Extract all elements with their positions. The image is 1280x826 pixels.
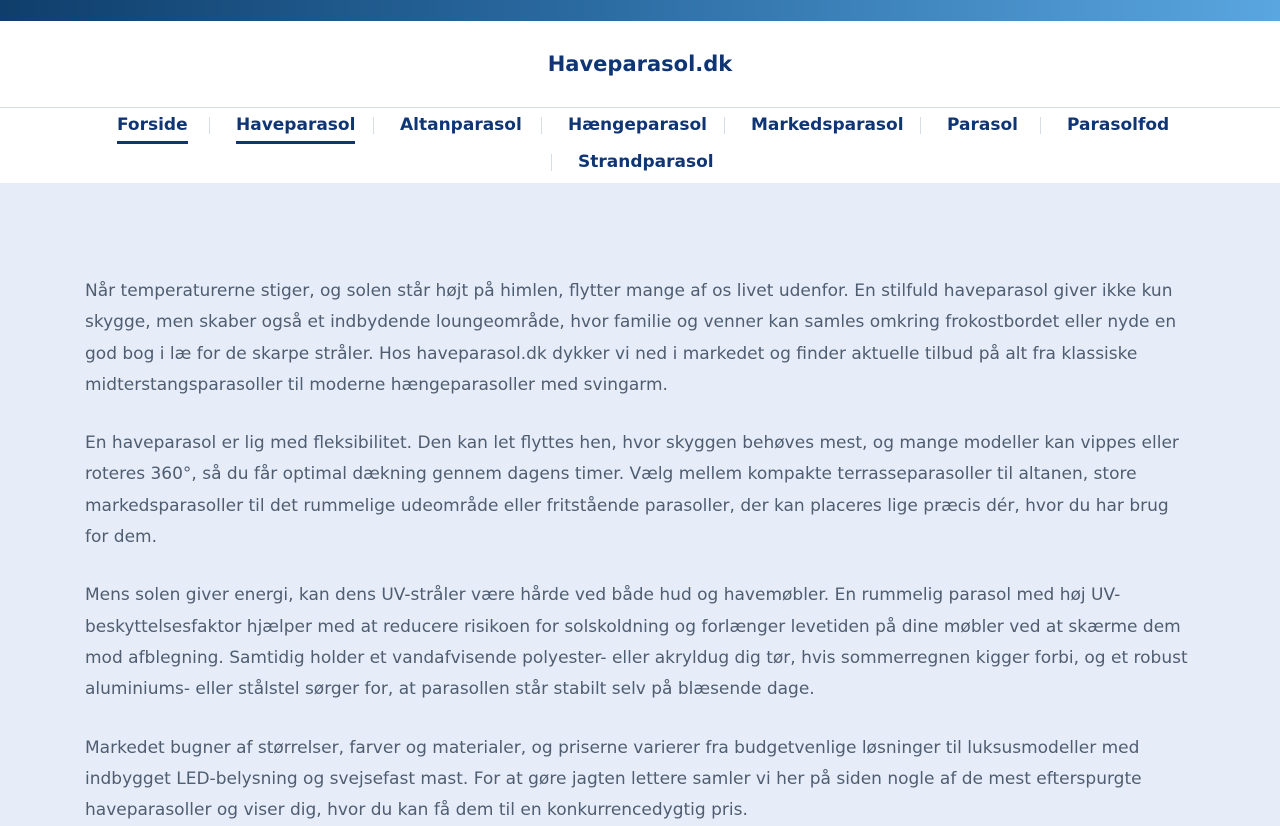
nav-separator [920,117,921,134]
flexibility-paragraph: En haveparasol er lig med fleksibilitet. Den kan let flyttes hen, hvor skyggen behøves mest, og mange modeller kan vippes eller roteres 360°, så du får optimal dækning gennem dagens timer. Vælg mellem kompakte terrasseparasoller til altanen, store markedsparasoller til det rummelige udeområde eller fritstående parasoller, der kan placeres lige præcis dér, hvor du har brug for dem. [85,433,1179,548]
nav-item-parasolfod[interactable]: Parasolfod [1067,115,1170,135]
nav-separator [373,117,374,134]
uv-protection-paragraph: Mens solen giver energi, kan dens UV-stråler være hårde ved både hud og havemøbler. En rummelig parasol med høj UV-beskyttelsesfaktor hjælper med at reducere risikoen for solskoldning og forlænger levetiden på dine møbler ved at skærme dem mod afblegning. Samtidig holder et vandafvisende polyester- eller akryldug dig tør, hvis sommerregnen kigger forbi, og et robust aluminiums- eller stålstel sørger for, at parasollen står stabilt selv på blæsende dage. [85,585,1188,700]
nav-item-parasol[interactable]: Parasol [947,115,1018,135]
main-navigation [0,108,1280,183]
market-paragraph: Markedet bugner af størrelser, farver og materialer, og priserne varierer fra budgetvenlige løsninger til luksusmodeller med indbygget LED-belysning og svejsefast mast. For at gøre jagten lettere samler vi her på siden nogle af de mest efterspurgte haveparasoller og viser dig, hvor du kan få dem til en konkurrencedygtig pris. [85,737,1142,821]
top-accent-bar [0,0,1280,21]
nav-separator [209,117,210,134]
nav-row-2 [0,147,1280,177]
nav-row-1 [0,110,1280,140]
nav-item-markedsparasol[interactable]: Markedsparasol [751,115,904,135]
site-header [0,21,1280,108]
intro-paragraph: Når temperaturerne stiger, og solen står højt på himlen, flytter mange af os livet udenfor. En stilfuld haveparasol giver ikke kun skygge, men skaber også et indbydende loungeområde, hvor familie og venner kan samles omkring frokostbordet eller nyde en god bog i læ for de skarpe stråler. Hos haveparasol.dk dykker vi ned i markedet og finder aktuelle tilbud på alt fra klassiske midterstangsparasoller til moderne hængeparasoller med svingarm. [85,281,1177,395]
nav-separator [541,117,542,134]
nav-item-strandparasol[interactable]: Strandparasol [578,152,714,172]
nav-item-haveparasol[interactable]: Haveparasol [236,110,355,140]
nav-item-altanparasol[interactable]: Altanparasol [400,115,522,135]
nav-separator [551,154,552,171]
nav-separator [724,117,725,134]
main-content [0,183,1280,826]
site-title-link[interactable]: Haveparasol.dk [547,52,733,76]
nav-item-forside[interactable]: Forside [117,110,188,140]
nav-item-haengeparasol[interactable]: Hængeparasol [568,115,707,135]
nav-separator [1040,117,1041,134]
